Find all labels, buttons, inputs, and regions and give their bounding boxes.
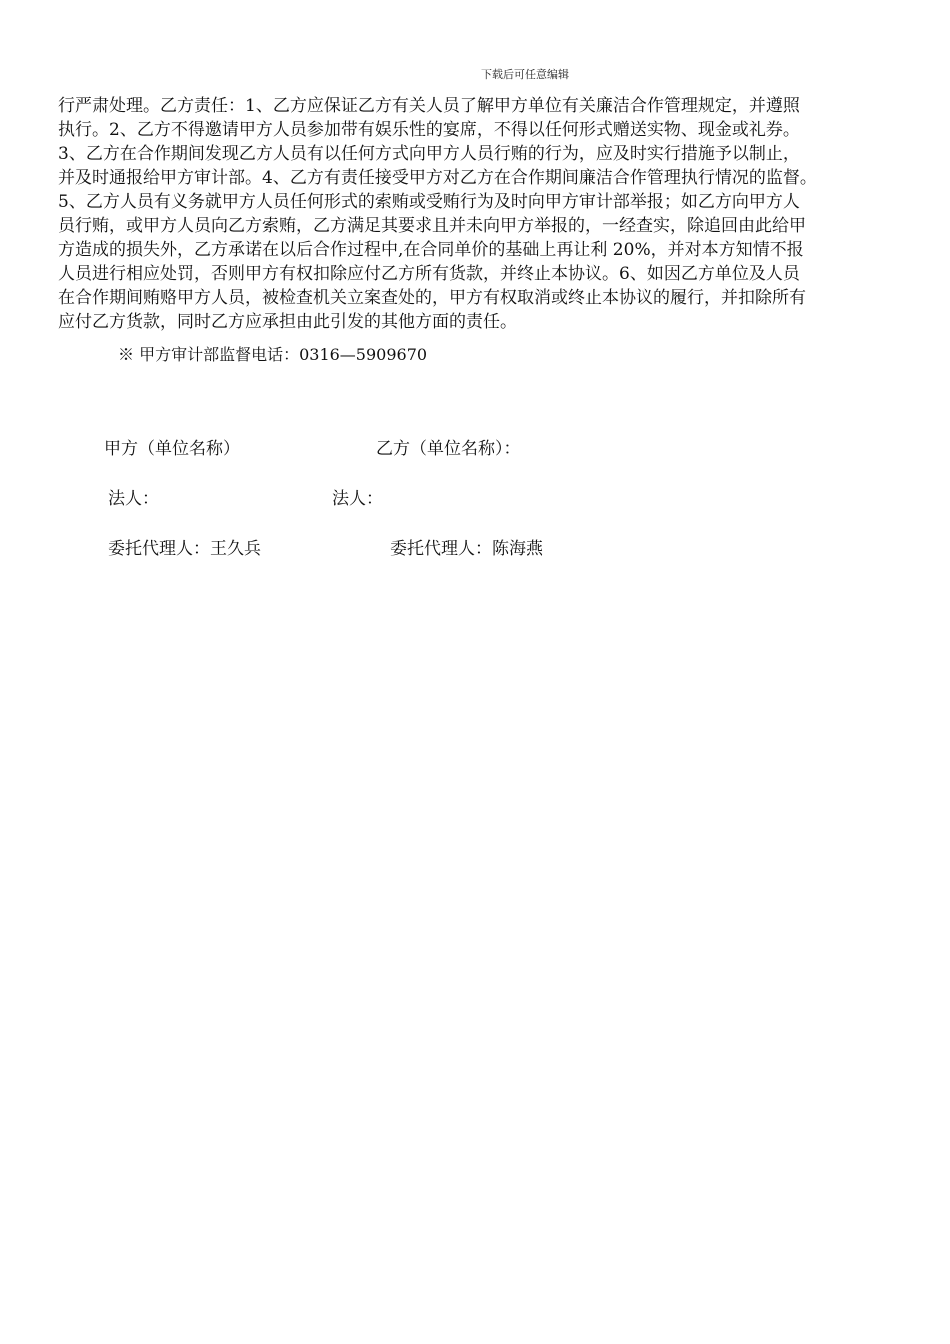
- party-b-legal: 法人：: [332, 489, 383, 509]
- body-line: 3、乙方在合作期间发现乙方人员有以任何方式向甲方人员行贿的行为，应及时实行措施予以制止，: [58, 144, 800, 164]
- body-line: 方造成的损失外，乙方承诺在以后合作过程中,在合同单价的基础上再让利 20%，并对本方知情不报: [58, 240, 804, 260]
- party-b-agent: 委托代理人：陈海燕: [390, 539, 543, 559]
- body-line: 应付乙方货款，同时乙方应承担由此引发的其他方面的责任。: [58, 312, 517, 332]
- party-a-legal: 法人：: [108, 489, 159, 509]
- agreement-body: [58, 94, 908, 334]
- audit-phone-note: ※ 甲方审计部监督电话：0316—5909670: [118, 345, 428, 364]
- header-note: 下载后可任意编辑: [481, 68, 569, 81]
- party-a-name: 甲方（单位名称）: [104, 439, 240, 459]
- body-line: 执行。2、乙方不得邀请甲方人员参加带有娱乐性的宴席，不得以任何形式赠送实物、现金或礼券。: [58, 120, 800, 140]
- body-line: 在合作期间贿赂甲方人员，被检查机关立案查处的，甲方有权取消或终止本协议的履行，并扣除所有: [58, 288, 806, 308]
- party-b-name: 乙方（单位名称）：: [376, 439, 521, 459]
- body-line: 员行贿，或甲方人员向乙方索贿，乙方满足其要求且并未向甲方举报的，一经查实，除追回由此给甲: [58, 216, 806, 236]
- party-a-agent: 委托代理人：王久兵: [108, 539, 261, 559]
- body-line: 并及时通报给甲方审计部。4、乙方有责任接受甲方对乙方在合作期间廉洁合作管理执行情况的监督。: [58, 168, 817, 188]
- body-line: 5、乙方人员有义务就甲方人员任何形式的索贿或受贿行为及时向甲方审计部举报；如乙方向甲方人: [58, 192, 800, 212]
- body-line: 行严肃处理。乙方责任：1、乙方应保证乙方有关人员了解甲方单位有关廉洁合作管理规定，并遵照: [58, 96, 800, 116]
- body-line: 人员进行相应处罚，否则甲方有权扣除应付乙方所有货款，并终止本协议。6、如因乙方单位及人员: [58, 264, 800, 284]
